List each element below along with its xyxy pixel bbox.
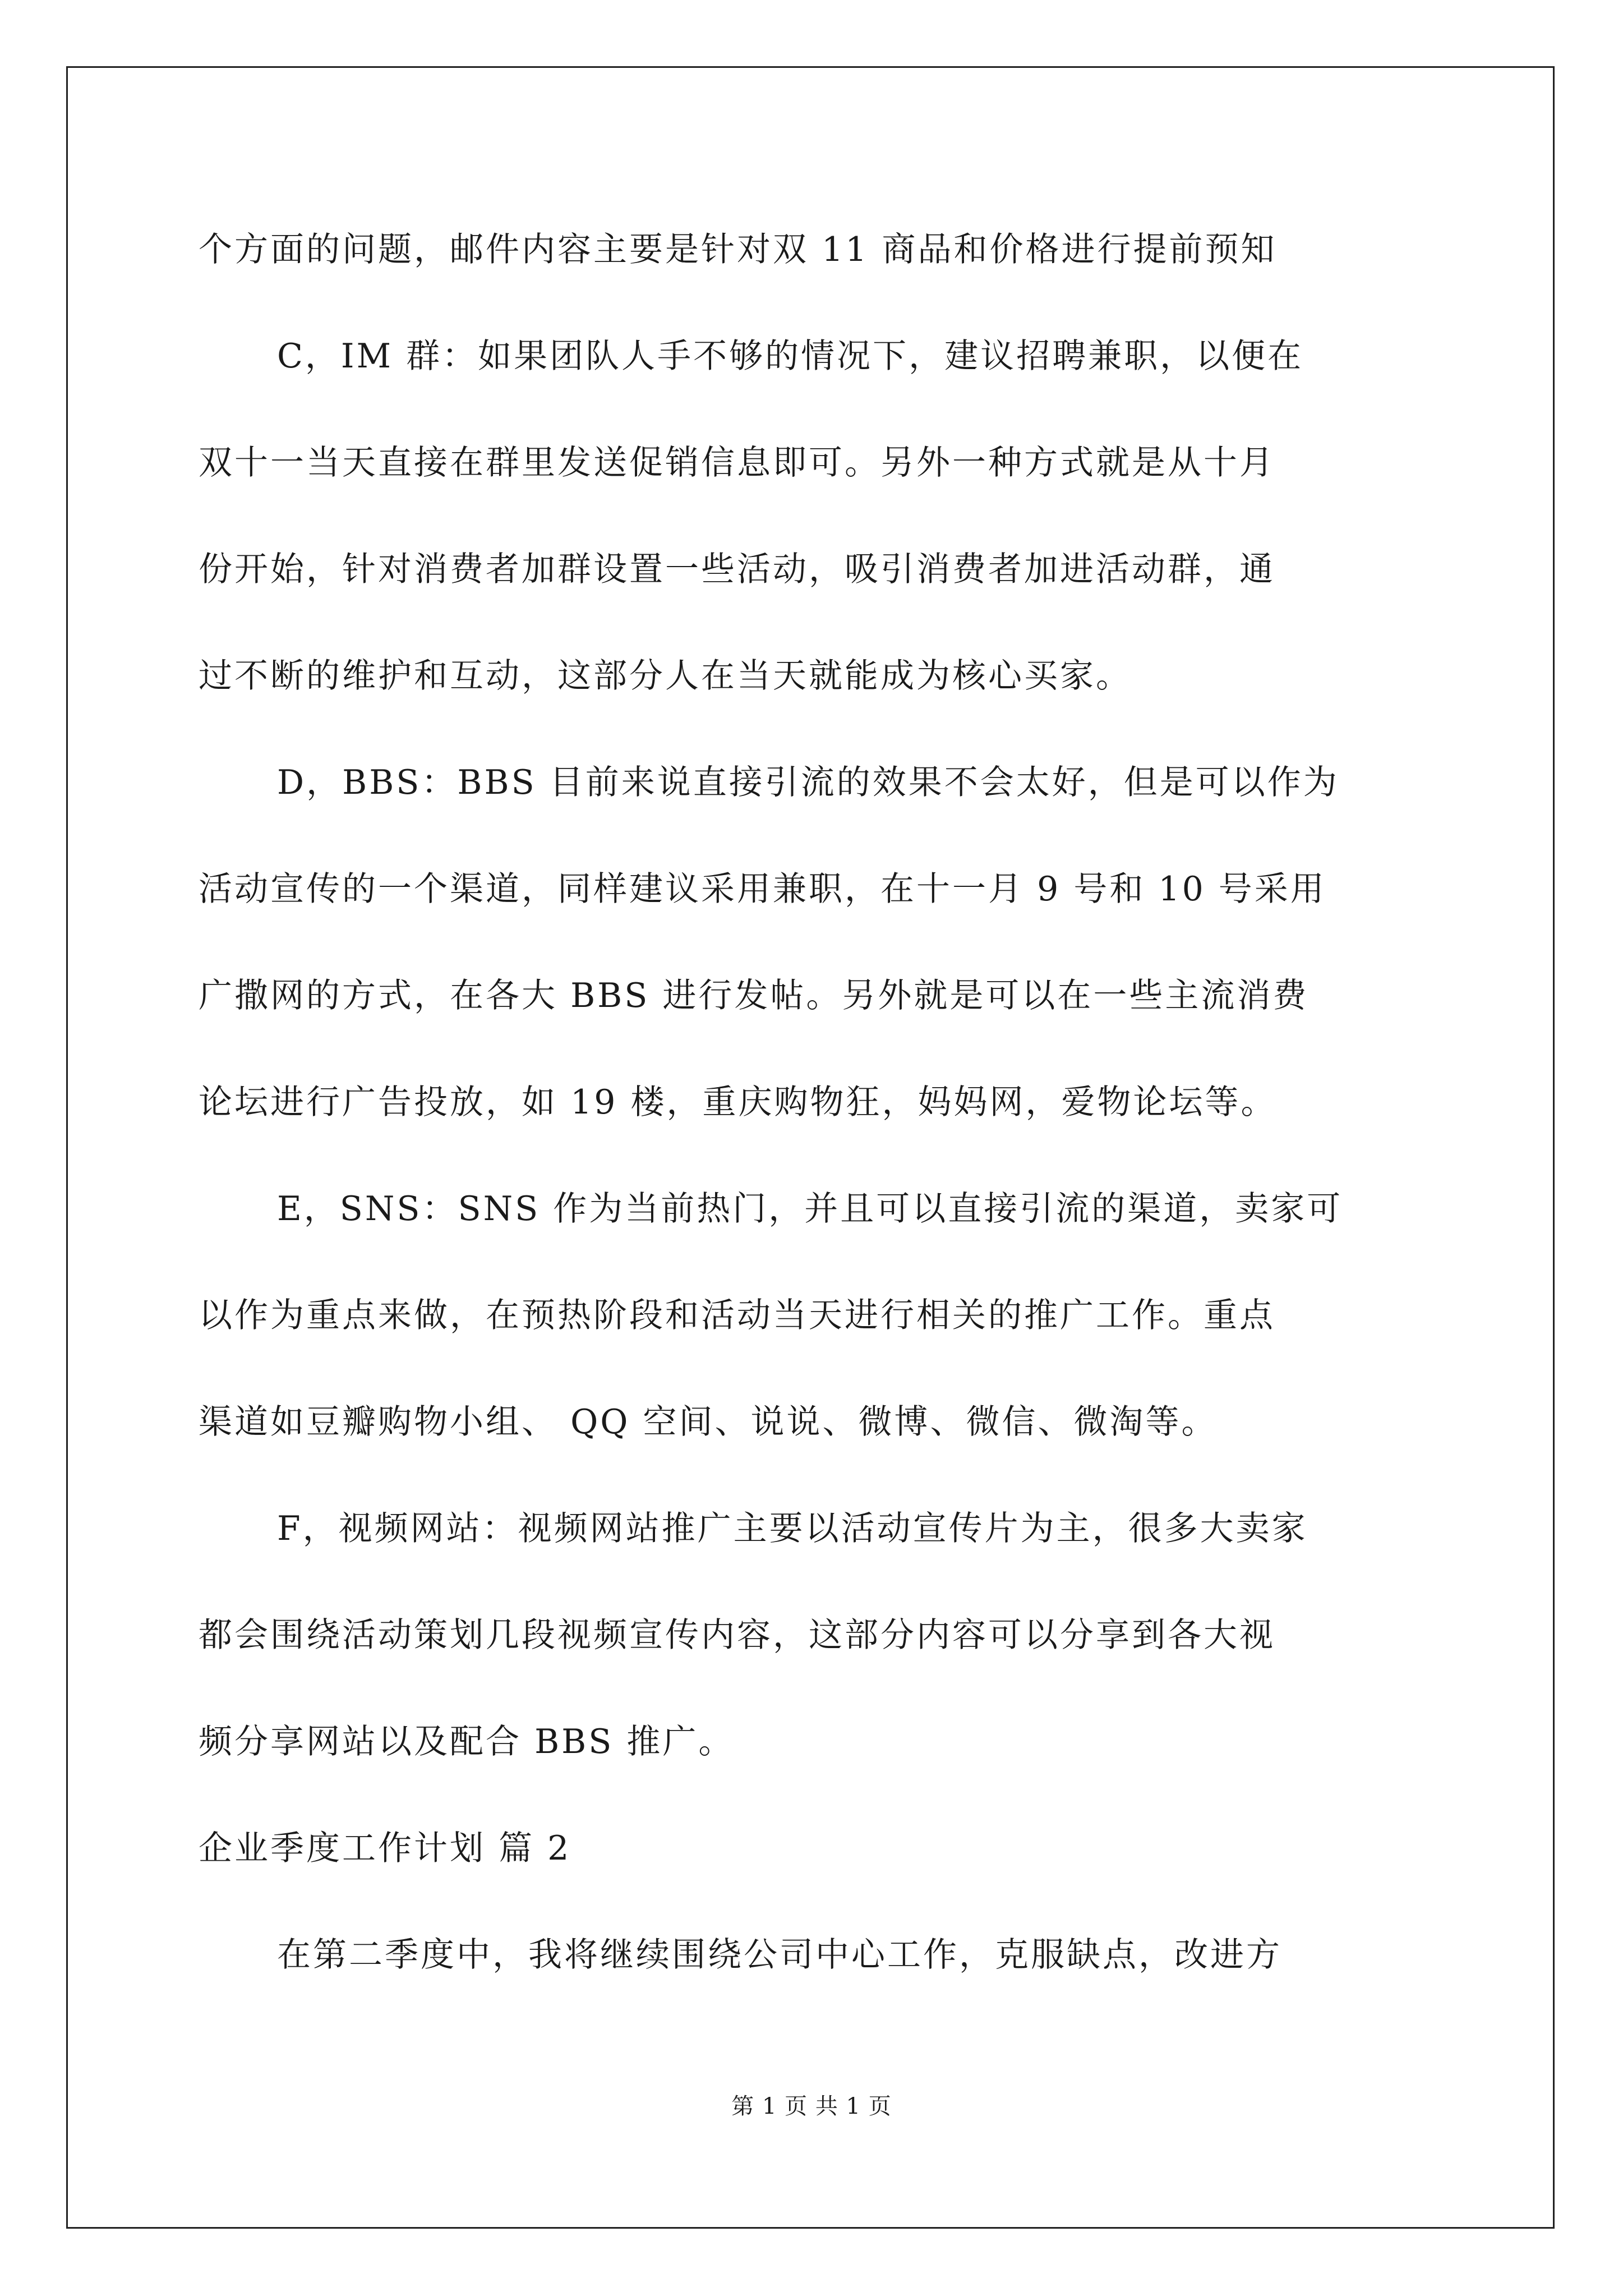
body-line-9: 论坛进行广告投放，如 19 楼，重庆购物狂，妈妈网，爱物论坛等。: [199, 1083, 1277, 1122]
body-line-3: 双十一当天直接在群里发送促销信息即可。另外一种方式就是从十月: [199, 443, 1275, 482]
body-line-2: C，IM 群：如果团队人手不够的情况下，建议招聘兼职，以便在: [277, 337, 1304, 376]
body-line-5: 过不断的维护和互动，这部分人在当天就能成为核心买家。: [199, 656, 1132, 696]
body-line-8: 广撒网的方式，在各大 BBS 进行发帖。另外就是可以在一些主流消费: [199, 976, 1309, 1015]
body-line-12: 渠道如豆瓣购物小组、 QQ 空间、说说、微博、微信、微淘等。: [199, 1402, 1218, 1442]
body-line-10: E，SNS：SNS 作为当前热门，并且可以直接引流的渠道，卖家可: [277, 1189, 1343, 1228]
section-heading: 企业季度工作计划 篇 2: [199, 1829, 571, 1868]
body-line-13: F，视频网站：视频网站推广主要以活动宣传片为主，很多大卖家: [277, 1509, 1308, 1548]
body-line-1: 个方面的问题，邮件内容主要是针对双 11 商品和价格进行提前预知: [199, 230, 1277, 269]
body-line-4: 份开始，针对消费者加群设置一些活动，吸引消费者加进活动群，通: [199, 550, 1275, 589]
body-line-17: 在第二季度中，我将继续围绕公司中心工作，克服缺点，改进方: [277, 1935, 1282, 1975]
page-footer: 第 1 页 共 1 页: [731, 2093, 892, 2119]
body-line-6: D，BBS：BBS 目前来说直接引流的效果不会太好，但是可以作为: [277, 763, 1339, 802]
page-border: [66, 66, 1555, 2229]
body-line-15: 频分享网站以及配合 BBS 推广。: [199, 1722, 735, 1761]
body-line-11: 以作为重点来做，在预热阶段和活动当天进行相关的推广工作。重点: [199, 1296, 1275, 1335]
body-line-14: 都会围绕活动策划几段视频宣传内容，这部分内容可以分享到各大视: [199, 1616, 1275, 1655]
body-line-7: 活动宣传的一个渠道，同样建议采用兼职，在十一月 9 号和 10 号采用: [199, 869, 1326, 909]
